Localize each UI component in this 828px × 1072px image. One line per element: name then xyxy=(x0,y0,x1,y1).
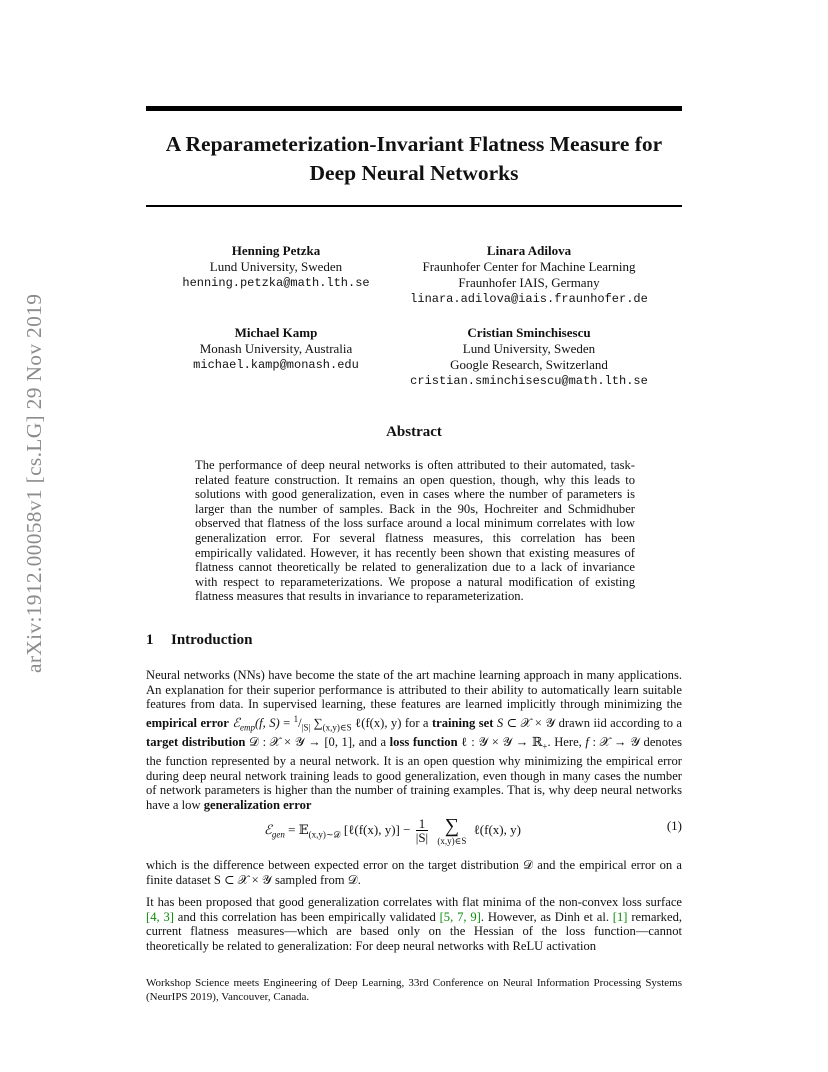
equation-number: (1) xyxy=(666,818,682,833)
section-number: 1 xyxy=(146,632,154,648)
text-run: drawn iid according to a xyxy=(555,715,683,730)
author-block xyxy=(171,243,381,291)
text-run: . Here, xyxy=(547,735,586,750)
arxiv-identifier: arXiv:1912.00058v1 [cs.LG] 29 Nov 2019 xyxy=(22,293,46,673)
term-empirical-error: empirical error xyxy=(146,715,229,730)
term-loss-function: loss function xyxy=(389,735,458,750)
text-run: for a xyxy=(401,715,432,730)
author-email: henning.petzka@math.lth.se xyxy=(182,276,370,290)
citation-link[interactable]: [1] xyxy=(612,909,628,924)
author-name: Michael Kamp xyxy=(234,325,318,340)
text-run: Neural networks (NNs) have become the state of the art machine learning approach in many applications. An explanation for their superior performance is attributed to their ability to automatically learn suitable features from data. In supervised learning, these features are learned implicitly through minimizing the xyxy=(146,668,682,712)
author-block xyxy=(394,243,664,307)
equation-body: ℰ$_{gen}$ = 𝔼$_{(x,y)\sim 𝒟}$ [ℓ(f(x), y)] − $\frac{1}{|S|}$ ∑ (x,y)∈S ℓ(f(x), y) xyxy=(264,815,521,846)
section-heading xyxy=(146,632,252,649)
title-bottom-rule xyxy=(146,205,682,207)
author-email: linara.adilova@iais.fraunhofer.de xyxy=(410,292,648,306)
text-run: . However, as Dinh et al. xyxy=(480,909,613,924)
text-run: remarked, current flatness measures—which are based only on the Hessian of the loss function—cannot theoretically be related to generalization: For deep neural networks with ReLU activation xyxy=(146,909,683,953)
citation-link[interactable]: [4, 3] xyxy=(146,909,174,924)
text-run: It has been proposed that good generalization correlates with flat minima of the non-convex loss surface xyxy=(146,895,682,909)
author-affiliation: Monash University, Australia xyxy=(199,341,353,356)
term-target-distribution: target distribution xyxy=(146,735,246,750)
author-name: Linara Adilova xyxy=(486,243,572,258)
title-top-rule xyxy=(146,106,682,111)
conference-footnote: Workshop Science meets Engineering of Deep Learning, 33rd Conference on Neural Information Processing Systems (NeurIPS 2019), Vancouver, Canada. xyxy=(146,977,682,1003)
term-generalization-error: generalization error xyxy=(203,797,312,812)
term-training-set: training set xyxy=(431,715,494,730)
fraction: $\frac{1}{|S|}$ xyxy=(415,816,429,845)
citation-link[interactable]: [5, 7, 9] xyxy=(439,909,481,924)
author-affiliation: Lund University, Sweden xyxy=(209,259,343,274)
author-email: michael.kamp@monash.edu xyxy=(193,358,359,372)
author-affiliation: Fraunhofer Center for Machine Learning xyxy=(422,259,636,274)
paper-title xyxy=(146,130,682,188)
intro-paragraph: which is the difference between expected error on the target distribution 𝒟 and the empirical error on a finite dataset S ⊂ 𝒳 × 𝒴 sampled from 𝒟. xyxy=(146,858,682,887)
title-line-1: A Reparameterization-Invariant Flatness Measure for xyxy=(165,132,663,156)
text-run: , and a xyxy=(352,735,390,750)
author-affiliation: Fraunhofer IAIS, Germany xyxy=(458,275,600,290)
author-name: Henning Petzka xyxy=(231,243,321,258)
author-email: cristian.sminchisescu@math.lth.se xyxy=(410,374,648,388)
intro-paragraph: Neural networks (NNs) have become the state of the art machine learning approach in many applications. An explanation for their superior performance is attributed to their ability to automatically learn suitable features from data. In supervised learning, these features are learned implicitly through minimizing the empirical error ℰ$_{emp}$(f, $S) = ^1/_{|S|}$ $\sum_{(x,y)\in S}$ ℓ(f(x), y) for a training set S ⊂ 𝒳 × 𝒴 drawn iid according to a target distribution 𝒟 : 𝒳 × 𝒴 → [0, 1], and a loss function ℓ : 𝒴 × 𝒴 → ℝ$_+$. Here, f : 𝒳 → 𝒴 denotes the function represented by a neural network. It is an open question why minimizing the empirical error during deep neural network training leads to good generalization, even though in many cases the number of network parameters is higher than the number of training examples. That is, why deep neural networks have a low generalization error xyxy=(146,668,683,812)
author-affiliation: Lund University, Sweden xyxy=(462,341,596,356)
section-title: Introduction xyxy=(171,632,253,648)
equation-1 xyxy=(146,808,682,852)
title-line-2: Deep Neural Networks xyxy=(309,161,519,185)
author-block xyxy=(394,325,664,389)
abstract-text: The performance of deep neural networks is often attributed to their automated, task-related feature construction. It remains an open question, though, why this leads to solutions with good generalization, even in cases where the number of parameters is larger than the number of samples. Back in the 90s, Hochreiter and Schmidhuber observed that flatness of the loss surface around a local minimum correlates with low generalization error. For several flatness measures, this correlation has been empirically validated. However, it has recently been shown that existing measures of flatness cannot theoretically be related to generalization due to a lack of invariance with respect to reparameterizations. We propose a natural modification of existing flatness measures that results in invariance to reparameterization. xyxy=(195,458,635,604)
author-block xyxy=(171,325,381,373)
text-run: and this correlation has been empirically validated xyxy=(173,909,440,924)
summation: ∑ (x,y)∈S xyxy=(437,815,467,846)
author-affiliation: Google Research, Switzerland xyxy=(450,357,608,372)
author-name: Cristian Sminchisescu xyxy=(467,325,591,340)
text-run: denotes the function represented by a neural network. It is an open question why minimizing the empirical error during deep neural network training leads to good generalization, even though in many cases the number of network parameters is higher than the number of training examples. That is, why deep neural networks have a low xyxy=(146,735,683,812)
abstract-heading: Abstract xyxy=(386,424,442,440)
intro-paragraph xyxy=(146,895,682,953)
